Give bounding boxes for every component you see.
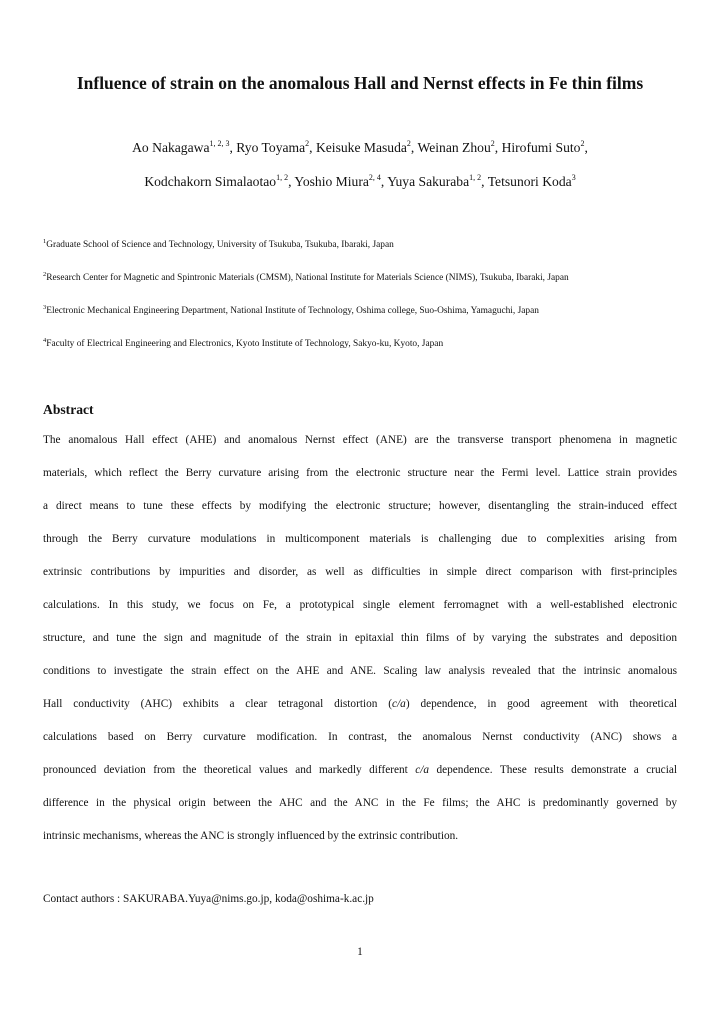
author-affiliation-marker: 2, 4	[368, 173, 381, 182]
author-affiliation-marker: 1, 2, 3	[209, 139, 230, 148]
affiliation-text: Research Center for Magnetic and Spintronic Materials (CMSM), National Institute for Materials Science (NIMS), Tsukuba, Ibaraki, Japan	[46, 273, 569, 283]
affiliation-3	[43, 306, 683, 316]
author: Kodchakorn Simalaotao	[144, 174, 277, 189]
author-affiliation-marker: 3	[571, 173, 576, 182]
author: Ryo Toyama	[236, 140, 306, 155]
paper-title: Influence of strain on the anomalous Hall and Nernst effects in Fe thin films	[76, 73, 644, 93]
author: Keisuke Masuda	[315, 140, 407, 155]
author-affiliation-marker: 1, 2	[469, 173, 482, 182]
abstract-line: Hall conductivity (AHC) exhibits a clear tetragonal distortion (c/a) dependence, in good agreement with theoretical	[43, 698, 677, 710]
affiliation-text: Faculty of Electrical Engineering and Electronics, Kyoto Institute of Technology, Sakyo-ku, Kyoto, Japan	[46, 339, 444, 349]
author: Weinan Zhou	[417, 140, 491, 155]
author: Hirofumi Suto	[501, 140, 581, 155]
author-separator: ,	[481, 174, 488, 189]
author-separator: ,	[309, 140, 316, 155]
affiliation-1	[43, 240, 683, 250]
affiliation-number: 4	[43, 337, 47, 344]
affiliation-2	[43, 273, 683, 283]
author-affiliation-marker: 2	[406, 139, 411, 148]
affiliation-text: Graduate School of Science and Technology, University of Tsukuba, Tsukuba, Ibaraki, Japan	[46, 240, 394, 250]
abstract-line: extrinsic contributions by impurities and disorder, as well as difficulties in simple direct comparison with first-principles	[43, 566, 677, 578]
affiliation-number: 1	[43, 238, 47, 245]
author-separator: ,	[410, 140, 418, 155]
affiliation-4	[43, 339, 683, 349]
author-affiliation-marker: 2	[305, 139, 310, 148]
author-separator: ,	[229, 140, 237, 155]
abstract-line: intrinsic mechanisms, whereas the ANC is strongly influenced by the extrinsic contribution.	[43, 830, 459, 842]
abstract-line: The anomalous Hall effect (AHE) and anomalous Nernst effect (ANE) are the transverse transport phenomena in magnetic	[43, 434, 677, 446]
author-line-2	[0, 174, 720, 190]
contact-authors: Contact authors : SAKURABA.Yuya@nims.go.jp, koda@oshima-k.ac.jp	[43, 893, 374, 905]
abstract-line: materials, which reflect the Berry curvature arising from the electronic structure near the Fermi level. Lattice strain provides	[43, 467, 677, 479]
abstract-heading: Abstract	[43, 402, 94, 417]
affiliation-number: 3	[43, 304, 47, 311]
author-separator: ,	[584, 140, 588, 155]
author-separator: ,	[288, 174, 295, 189]
abstract-line: conditions to investigate the strain effect on the AHE and ANE. Scaling law analysis revealed that the intrinsic anomalous	[43, 665, 677, 677]
author-affiliation-marker: 1, 2	[276, 173, 289, 182]
symbol-c-over-a: c/a	[392, 698, 406, 710]
abstract-line: structure, and tune the sign and magnitude of the strain in epitaxial thin films of by varying the substrates and deposition	[43, 632, 677, 644]
abstract-line: difference in the physical origin between the AHC and the ANC in the Fe films; the AHC is predominantly governed by	[43, 797, 677, 809]
abstract-line: calculations based on Berry curvature modification. In contrast, the anomalous Nernst conductivity (ANC) shows a	[43, 731, 677, 743]
author: Tetsunori Koda	[487, 174, 572, 189]
affiliation-number: 2	[43, 271, 47, 278]
page-number: 1	[357, 946, 363, 958]
affiliation-text: Electronic Mechanical Engineering Department, National Institute of Technology, Oshima college, Suo-Oshima, Yamaguchi, Japan	[46, 306, 539, 316]
author-affiliation-marker: 2	[580, 139, 585, 148]
author: Yoshio Miura	[294, 174, 369, 189]
author-line-1	[0, 140, 720, 156]
author: Ao Nakagawa	[132, 140, 210, 155]
author-affiliation-marker: 2	[490, 139, 495, 148]
author-separator: ,	[494, 140, 502, 155]
abstract-line: a direct means to tune these effects by modifying the electronic structure; however, disentangling the strain-induced effect	[43, 500, 677, 512]
author: Yuya Sakuraba	[387, 174, 470, 189]
abstract-line: through the Berry curvature modulations in multicomponent materials is challenging due to complexities arising from	[43, 533, 677, 545]
abstract-line: calculations. In this study, we focus on Fe, a prototypical single element ferromagnet with a well-established electronic	[43, 599, 677, 611]
symbol-c-over-a: c/a	[415, 764, 430, 776]
abstract-line: pronounced deviation from the theoretical values and markedly different c/a dependence. These results demonstrate a crucial	[43, 764, 677, 776]
author-separator: ,	[380, 174, 388, 189]
